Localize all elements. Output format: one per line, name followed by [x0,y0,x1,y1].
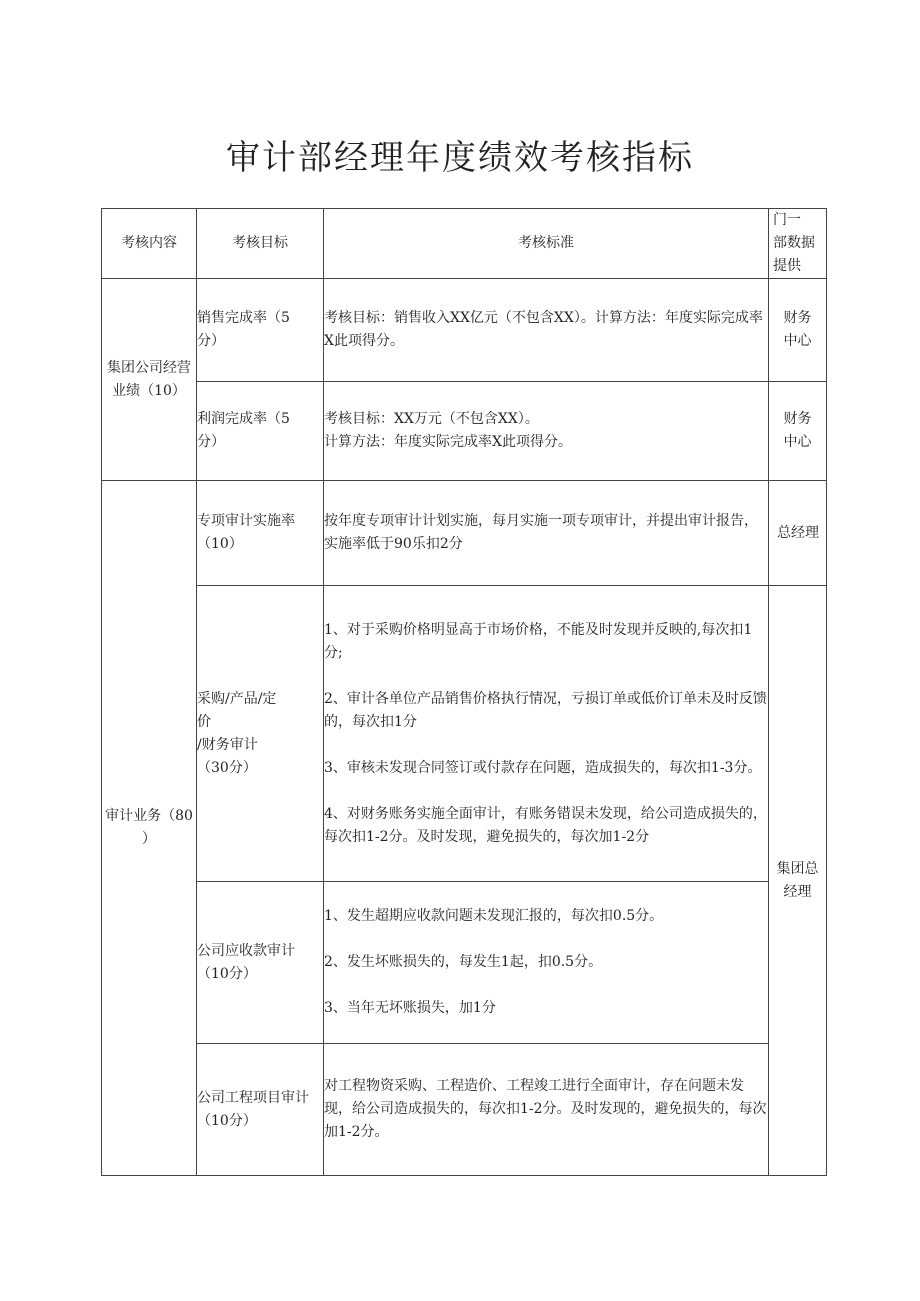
standard-item: 1、发生超期应收款问题未发现汇报的，每次扣0.5分。 [324,908,664,924]
standard-cell: 考核目标：XX万元（不包含XX）。 计算方法：年度实际完成率X此项得分。 [324,382,769,481]
target-cell: 采购/产品/定 价 /财务审计 （30分） [197,586,324,882]
table-row [102,1044,827,1176]
standard-item: 1、对于采购价格明显高于市场价格，不能及时发现并反映的,每次扣1分; [324,621,753,661]
header-provider-line: 部数据 [773,235,815,251]
standard-cell: 按年度专项审计计划实施，每月实施一项专项审计，并提出审计报告，实施率低于90乐扣2分 [324,481,769,586]
table-row [102,882,827,1044]
provider-cell [769,481,827,586]
standard-item: 3、审核未发现合同签订或付款存在问题，造成损失的，每次扣1-3分。 [324,759,762,776]
table-row [102,382,827,481]
group-content: 集团公司经营业绩（10） [102,279,197,481]
table-row [102,481,827,586]
provider-text: 财务 中心 [783,411,812,450]
header-content: 考核内容 [102,209,197,279]
standard-item: 4、对财务账务实施全面审计，有账务错误未发现，给公司造成损失的，每次扣1-2分。及时发现，避免损失的，每次加1-2分 [324,805,767,845]
page-title: 审计部经理年度绩效考核指标 [226,138,694,178]
standard-cell: 考核目标：销售收入XX亿元（不包含XX）。计算方法：年度实际完成率X此项得分。 [324,279,769,382]
table-row [102,279,827,382]
header-target: 考核目标 [197,209,324,279]
table-row [102,586,827,882]
standard-cell [324,882,769,1044]
standard-item: 2、发生坏账损失的，每发生1起，扣0.5分。 [324,954,603,970]
header-provider-line: 提供 [773,258,801,274]
target-cell: 销售完成率（5 分） [197,279,324,382]
standard-item: 3、当年无坏账损失，加1分 [324,1000,496,1016]
provider-cell [769,279,827,382]
header-provider [769,209,827,279]
provider-text: 财务 中心 [783,310,812,349]
standard-item: 2、审计各单位产品销售价格执行情况，亏损订单或低价订单未及时反馈的，每次扣1分 [324,690,767,730]
provider-text: 总经理 [777,524,819,541]
provider-cell [769,382,827,481]
provider-cell [769,586,827,1176]
target-cell: 公司工程项目审计 （10分） [197,1044,324,1176]
target-cell: 专项审计实施率 （10） [197,481,324,586]
kpi-table [101,208,827,1176]
target-cell: 利润完成率（5 分） [197,382,324,481]
standard-cell: 对工程物资采购、工程造价、工程竣工进行全面审计，存在问题未发现，给公司造成损失的，每次扣1-2分。及时发现的，避免损失的，每次加1-2分。 [324,1044,769,1176]
header-provider-line: 门一 [773,212,801,228]
target-cell: 公司应收款审计 （10分） [197,882,324,1044]
header-standard: 考核标准 [324,209,769,279]
header-row [102,209,827,279]
standard-cell [324,586,769,882]
group-content: 审计业务（80 ） [102,481,197,1176]
provider-text: 集团总 经理 [776,860,819,900]
